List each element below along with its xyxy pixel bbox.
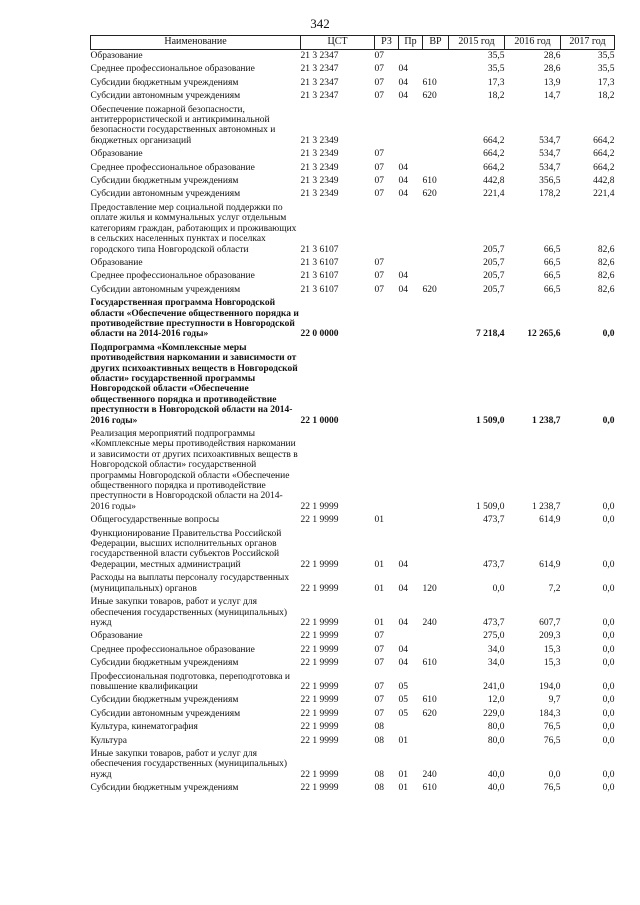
cell-rz: 08 — [374, 783, 384, 794]
cell-vr: 620 — [422, 708, 437, 719]
cell-vr — [423, 514, 449, 527]
cell-y2017: 664,2 — [593, 162, 615, 173]
cell-rz: 08 — [374, 735, 384, 746]
cell-vr — [423, 630, 449, 643]
cell-cst: 21 3 6107 — [300, 271, 339, 282]
cell-vr — [423, 50, 449, 64]
cell-name: Функционирование Правительства Российской Федерации, высших исполнительных органов государственной власти субъектов Российской Федерации, местных администраций — [90, 528, 282, 570]
cell-y2016: 76,5 — [543, 722, 561, 733]
cell-pr: 01 — [398, 769, 408, 780]
cell-y2016: 66,5 — [543, 271, 561, 282]
cell-cst: 22 1 9999 — [300, 644, 339, 655]
cell-cst: 21 3 2349 — [300, 189, 339, 200]
cell-y2016: 14,7 — [543, 91, 561, 102]
table-row — [91, 342, 615, 428]
cell-y2017: 0,0 — [602, 631, 615, 642]
cell-name: Среднее профессиональное образование — [90, 162, 255, 173]
table-row — [91, 596, 615, 630]
cell-y2016: 13,9 — [543, 77, 561, 88]
cell-name: Образование — [90, 631, 143, 642]
cell-cst: 22 1 9999 — [300, 501, 339, 512]
col-header-cst: ЦСТ — [301, 36, 375, 50]
cell-vr — [423, 528, 449, 573]
cell-name: Субсидии автономным учреждениям — [90, 91, 241, 102]
budget-table — [90, 35, 615, 796]
cell-y2016: 0,0 — [548, 769, 561, 780]
cell-rz — [375, 297, 399, 342]
cell-vr — [423, 342, 449, 428]
table-row — [91, 657, 615, 670]
cell-rz: 01 — [374, 559, 384, 570]
cell-y2015: 1 509,0 — [476, 415, 505, 426]
cell-y2015: 12,0 — [487, 695, 505, 706]
cell-rz: 08 — [374, 722, 384, 733]
table-row — [91, 50, 615, 64]
cell-y2016: 76,5 — [543, 735, 561, 746]
cell-cst: 21 3 6107 — [300, 244, 339, 255]
cell-vr — [423, 63, 449, 76]
cell-y2017: 442,8 — [593, 176, 615, 187]
cell-pr — [399, 257, 423, 270]
cell-name: Среднее профессиональное образование — [90, 64, 255, 75]
cell-pr: 01 — [398, 783, 408, 794]
cell-vr: 240 — [422, 769, 437, 780]
cell-rz: 01 — [374, 515, 384, 526]
cell-cst: 21 3 2347 — [300, 51, 339, 61]
col-header-rz: РЗ — [375, 36, 399, 50]
cell-y2016: 534,7 — [539, 149, 561, 160]
table-row — [91, 671, 615, 695]
cell-y2015: 0,0 — [492, 583, 505, 594]
cell-vr: 120 — [422, 583, 437, 594]
cell-pr: 05 — [398, 681, 408, 692]
cell-y2017: 0,0 — [602, 783, 615, 794]
cell-vr — [423, 270, 449, 283]
table-row — [91, 644, 615, 657]
cell-y2015: 80,0 — [487, 722, 505, 733]
cell-y2017: 35,5 — [597, 64, 615, 75]
cell-pr — [399, 50, 423, 64]
cell-rz: 07 — [374, 658, 384, 669]
cell-rz — [375, 342, 399, 428]
cell-pr: 05 — [398, 708, 408, 719]
cell-cst: 21 3 2349 — [300, 176, 339, 187]
cell-y2016: 12 265,6 — [527, 329, 561, 340]
cell-y2017: 82,6 — [597, 244, 615, 255]
cell-cst: 22 1 9999 — [300, 631, 339, 642]
cell-y2017: 0,0 — [602, 695, 615, 706]
cell-y2015: 1 509,0 — [476, 501, 505, 512]
cell-vr: 610 — [422, 77, 437, 88]
cell-y2017: 82,6 — [597, 257, 615, 268]
cell-rz: 07 — [374, 189, 384, 200]
cell-pr: 04 — [398, 583, 408, 594]
cell-y2016: 66,5 — [543, 244, 561, 255]
cell-cst: 22 1 9999 — [300, 769, 339, 780]
cell-y2015: 35,5 — [487, 51, 505, 61]
table-row — [91, 428, 615, 514]
cell-y2016: 534,7 — [539, 135, 561, 146]
col-header-2016: 2016 год — [505, 36, 561, 50]
cell-y2016: 607,7 — [539, 617, 561, 628]
cell-cst: 22 1 0000 — [300, 415, 339, 426]
cell-y2017: 18,2 — [597, 91, 615, 102]
cell-pr — [399, 721, 423, 734]
cell-y2016: 1 238,7 — [532, 415, 561, 426]
cell-name: Субсидии бюджетным учреждениям — [90, 783, 239, 794]
cell-y2017: 0,0 — [602, 644, 615, 655]
cell-y2017: 35,5 — [597, 51, 615, 61]
cell-cst: 22 1 9999 — [300, 722, 339, 733]
cell-cst: 22 1 9999 — [300, 735, 339, 746]
cell-y2017: 0,0 — [602, 735, 615, 746]
cell-cst: 22 1 9999 — [300, 617, 339, 628]
cell-vr — [423, 644, 449, 657]
cell-name: Предоставление мер социальной поддержки по оплате жилья и коммунальных услуг отдельным категориям граждан, работающих и проживающих в сельских населенных пунктах и поселках городского типа Новгородской области — [90, 202, 297, 255]
cell-rz: 01 — [374, 583, 384, 594]
table-row — [91, 528, 615, 573]
table-row — [91, 175, 615, 188]
cell-y2017: 0,0 — [602, 769, 615, 780]
cell-vr — [423, 428, 449, 514]
cell-name: Среднее профессиональное образование — [90, 271, 255, 282]
cell-pr: 04 — [398, 77, 408, 88]
cell-name: Подпрограмма «Комплексные меры противодействия наркомании и зависимости от других психоактивных веществ в Новгородской области» государственной программы Новгородской области «Обеспечение общественного порядка и противодействие преступности в Новгородской области на 2014-2016 годы» — [90, 342, 298, 426]
cell-cst: 21 3 2349 — [300, 135, 339, 146]
cell-cst: 22 1 9999 — [300, 695, 339, 706]
table-row — [91, 782, 615, 795]
cell-vr — [423, 162, 449, 175]
table-row — [91, 572, 615, 596]
cell-name: Образование — [90, 149, 143, 160]
cell-cst: 22 1 9999 — [300, 783, 339, 794]
cell-y2017: 0,0 — [602, 515, 615, 526]
cell-y2015: 664,2 — [483, 135, 505, 146]
cell-vr: 610 — [422, 783, 437, 794]
cell-y2015: 35,5 — [487, 64, 505, 75]
table-row — [91, 694, 615, 707]
cell-pr: 04 — [398, 64, 408, 75]
cell-y2017: 82,6 — [597, 271, 615, 282]
cell-pr: 04 — [398, 559, 408, 570]
cell-pr: 01 — [398, 735, 408, 746]
cell-name: Субсидии автономным учреждениям — [90, 189, 241, 200]
table-row — [91, 90, 615, 103]
cell-name: Общегосударственные вопросы — [90, 515, 220, 526]
table-row — [91, 748, 615, 782]
cell-y2015: 80,0 — [487, 735, 505, 746]
cell-pr: 04 — [398, 176, 408, 187]
cell-rz: 07 — [374, 271, 384, 282]
cell-y2015: 205,7 — [483, 244, 505, 255]
cell-y2015: 275,0 — [483, 631, 505, 642]
cell-y2016: 76,5 — [543, 783, 561, 794]
cell-y2016: 184,3 — [539, 708, 561, 719]
table-row — [91, 270, 615, 283]
table-row — [91, 630, 615, 643]
cell-name: Иные закупки товаров, работ и услуг для обеспечения государственных (муниципальных) нужд — [90, 748, 288, 780]
cell-cst: 21 3 2349 — [300, 162, 339, 173]
cell-vr: 610 — [422, 176, 437, 187]
table-row — [91, 188, 615, 201]
cell-vr: 240 — [422, 617, 437, 628]
cell-y2016: 1 238,7 — [532, 501, 561, 512]
cell-vr — [423, 202, 449, 257]
cell-cst: 21 3 6107 — [300, 284, 339, 295]
cell-cst: 21 3 2349 — [300, 149, 339, 160]
cell-name: Образование — [90, 51, 143, 61]
table-row — [91, 202, 615, 257]
cell-y2017: 17,3 — [597, 77, 615, 88]
cell-y2016: 66,5 — [543, 284, 561, 295]
cell-vr — [423, 671, 449, 695]
cell-pr — [399, 514, 423, 527]
cell-y2017: 0,0 — [602, 658, 615, 669]
cell-rz: 07 — [374, 708, 384, 719]
cell-pr — [399, 342, 423, 428]
cell-pr: 04 — [398, 91, 408, 102]
cell-rz: 07 — [374, 64, 384, 75]
cell-rz: 07 — [374, 149, 384, 160]
cell-y2017: 0,0 — [602, 415, 615, 426]
cell-vr — [423, 735, 449, 748]
cell-rz: 08 — [374, 769, 384, 780]
cell-pr — [399, 202, 423, 257]
cell-name: Расходы на выплаты персоналу государственных (муниципальных) органов — [90, 573, 290, 594]
cell-name: Образование — [90, 257, 143, 268]
cell-pr: 05 — [398, 695, 408, 706]
cell-pr: 04 — [398, 284, 408, 295]
col-header-vr: ВР — [423, 36, 449, 50]
cell-cst: 21 3 6107 — [300, 257, 339, 268]
cell-vr — [423, 148, 449, 161]
cell-y2015: 221,4 — [483, 189, 505, 200]
cell-y2015: 34,0 — [487, 644, 505, 655]
cell-cst: 22 1 9999 — [300, 658, 339, 669]
cell-cst: 22 1 9999 — [300, 515, 339, 526]
page-number: 342 — [310, 16, 330, 31]
cell-rz: 07 — [374, 695, 384, 706]
cell-y2015: 205,7 — [483, 257, 505, 268]
cell-pr: 04 — [398, 658, 408, 669]
cell-y2017: 0,0 — [602, 329, 615, 340]
cell-cst: 22 1 9999 — [300, 681, 339, 692]
cell-y2015: 40,0 — [487, 769, 505, 780]
cell-vr: 620 — [422, 284, 437, 295]
cell-y2015: 473,7 — [483, 515, 505, 526]
cell-pr: 04 — [398, 189, 408, 200]
cell-pr — [399, 428, 423, 514]
cell-y2015: 442,8 — [483, 176, 505, 187]
cell-y2015: 664,2 — [483, 149, 505, 160]
cell-y2017: 0,0 — [602, 617, 615, 628]
cell-y2016: 15,3 — [543, 644, 561, 655]
col-header-name: Наименование — [91, 36, 301, 50]
cell-name: Обеспечение пожарной безопасности, антитеррористической и антикриминальной безопасности государственных автономных и бюджетных организаций — [90, 104, 276, 146]
cell-pr: 04 — [398, 271, 408, 282]
cell-pr — [399, 630, 423, 643]
cell-cst: 22 0 0000 — [300, 329, 339, 340]
cell-y2016: 209,3 — [539, 631, 561, 642]
cell-name: Субсидии бюджетным учреждениям — [90, 658, 239, 669]
table-row — [91, 721, 615, 734]
table-row — [91, 104, 615, 149]
cell-y2016: 614,9 — [539, 559, 561, 570]
cell-name: Субсидии бюджетным учреждениям — [90, 77, 239, 88]
cell-y2016: 194,0 — [539, 681, 561, 692]
cell-rz: 07 — [374, 176, 384, 187]
cell-y2016: 7,2 — [548, 583, 561, 594]
cell-y2017: 0,0 — [602, 501, 615, 512]
cell-y2017: 82,6 — [597, 284, 615, 295]
cell-cst: 21 3 2347 — [300, 64, 339, 75]
cell-pr — [399, 104, 423, 149]
cell-name: Субсидии бюджетным учреждениям — [90, 695, 239, 706]
cell-y2016: 9,7 — [548, 695, 561, 706]
cell-y2015: 17,3 — [487, 77, 505, 88]
cell-vr: 620 — [422, 189, 437, 200]
cell-rz: 01 — [374, 617, 384, 628]
cell-vr — [423, 297, 449, 342]
cell-rz: 07 — [374, 257, 384, 268]
cell-rz: 07 — [374, 284, 384, 295]
header-row — [91, 36, 615, 50]
cell-y2015: 229,0 — [483, 708, 505, 719]
col-header-pr: Пр — [399, 36, 423, 50]
cell-y2017: 0,0 — [602, 559, 615, 570]
table-row — [91, 63, 615, 76]
cell-name: Среднее профессиональное образование — [90, 644, 255, 655]
cell-cst: 21 3 2347 — [300, 91, 339, 102]
table-row — [91, 735, 615, 748]
cell-name: Реализация мероприятий подпрограммы «Комплексные меры противодействия наркомании и зависимости от других психоактивных веществ в Новгородской области» государственной программы Новгородской области «Обеспечение общественного порядка и противодействие преступности в Новгородской области на 2014-2016 годы» — [90, 429, 298, 512]
cell-vr — [423, 257, 449, 270]
cell-rz: 07 — [374, 631, 384, 642]
cell-vr: 620 — [422, 91, 437, 102]
cell-y2016: 15,3 — [543, 658, 561, 669]
cell-cst: 22 1 9999 — [300, 559, 339, 570]
cell-rz: 07 — [374, 681, 384, 692]
cell-rz: 07 — [374, 644, 384, 655]
cell-y2015: 34,0 — [487, 658, 505, 669]
cell-name: Профессиональная подготовка, переподготовка и повышение квалификации — [90, 671, 290, 692]
cell-rz — [375, 104, 399, 149]
cell-y2016: 614,9 — [539, 515, 561, 526]
cell-pr: 04 — [398, 617, 408, 628]
cell-name: Субсидии автономным учреждениям — [90, 708, 241, 719]
table-row — [91, 708, 615, 721]
cell-y2015: 241,0 — [483, 681, 505, 692]
cell-y2017: 664,2 — [593, 149, 615, 160]
cell-vr: 610 — [422, 695, 437, 706]
cell-y2017: 664,2 — [593, 135, 615, 146]
table-row — [91, 162, 615, 175]
cell-y2016: 178,2 — [539, 189, 561, 200]
cell-rz: 07 — [374, 77, 384, 88]
col-header-2015: 2015 год — [449, 36, 505, 50]
cell-pr: 04 — [398, 644, 408, 655]
cell-y2015: 7 218,4 — [476, 329, 505, 340]
cell-name: Субсидии бюджетным учреждениям — [90, 176, 239, 187]
cell-vr — [423, 721, 449, 734]
cell-y2017: 0,0 — [602, 681, 615, 692]
table-row — [91, 148, 615, 161]
cell-vr: 610 — [422, 658, 437, 669]
cell-y2016: 534,7 — [539, 162, 561, 173]
cell-y2015: 40,0 — [487, 783, 505, 794]
cell-y2017: 0,0 — [602, 722, 615, 733]
cell-y2016: 66,5 — [543, 257, 561, 268]
cell-pr: 04 — [398, 162, 408, 173]
cell-y2016: 356,5 — [539, 176, 561, 187]
cell-y2016: 28,6 — [543, 64, 561, 75]
cell-name: Культура, кинематография — [90, 722, 198, 733]
cell-y2017: 0,0 — [602, 583, 615, 594]
cell-cst: 21 3 2347 — [300, 77, 339, 88]
cell-name: Государственная программа Новгородской области «Обеспечение общественного порядка и противодействие преступности в Новгородской области на 2014-2016 годы» — [90, 298, 299, 340]
cell-rz: 07 — [374, 51, 384, 61]
cell-pr — [399, 148, 423, 161]
cell-name: Культура — [90, 735, 127, 746]
col-header-2017: 2017 год — [561, 36, 615, 50]
table-row — [91, 284, 615, 297]
cell-rz — [375, 202, 399, 257]
cell-y2016: 28,6 — [543, 51, 561, 61]
cell-y2017: 221,4 — [593, 189, 615, 200]
cell-vr — [423, 104, 449, 149]
cell-y2015: 473,7 — [483, 559, 505, 570]
table-row — [91, 297, 615, 342]
cell-y2015: 473,7 — [483, 617, 505, 628]
table-body — [91, 50, 615, 796]
cell-name: Субсидии автономным учреждениям — [90, 284, 241, 295]
cell-rz: 07 — [374, 91, 384, 102]
cell-y2017: 0,0 — [602, 708, 615, 719]
cell-y2015: 18,2 — [487, 91, 505, 102]
table-row — [91, 257, 615, 270]
cell-y2015: 664,2 — [483, 162, 505, 173]
cell-y2015: 205,7 — [483, 284, 505, 295]
table-row — [91, 77, 615, 90]
cell-y2015: 205,7 — [483, 271, 505, 282]
table-row — [91, 514, 615, 527]
cell-cst: 22 1 9999 — [300, 708, 339, 719]
cell-pr — [399, 297, 423, 342]
cell-rz — [375, 428, 399, 514]
cell-cst: 22 1 9999 — [300, 583, 339, 594]
cell-name: Иные закупки товаров, работ и услуг для обеспечения государственных (муниципальных) нужд — [90, 597, 288, 628]
cell-rz: 07 — [374, 162, 384, 173]
